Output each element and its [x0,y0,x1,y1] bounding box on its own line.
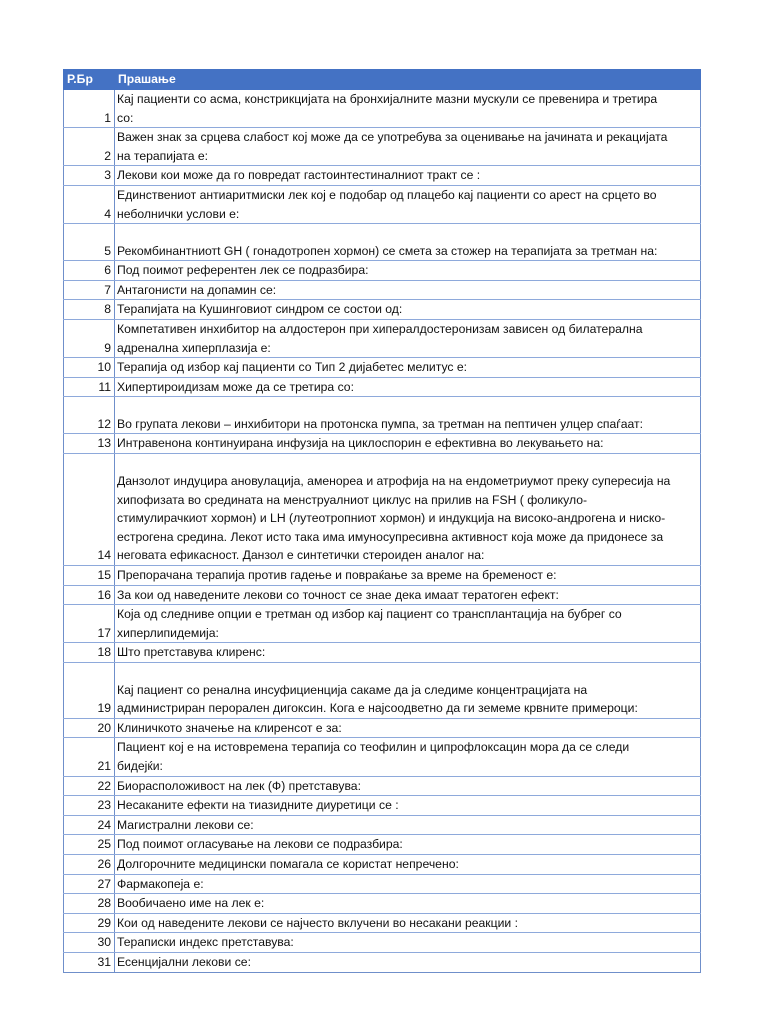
table-row [64,358,701,378]
row-number-cell[interactable]: 11 [64,377,115,397]
row-number-cell[interactable]: 9 [64,319,115,357]
question-cell[interactable] [115,565,701,585]
question-line: Компетативен инхибитор на алдостерон при хипералдостеронизам зависен од билатерална [117,321,643,336]
question-line: адренална хиперплазија е: [117,340,271,355]
table-row [64,397,701,434]
table-row [64,913,701,933]
row-number-cell[interactable]: 10 [64,358,115,378]
question-cell[interactable] [115,300,701,320]
question-cell[interactable] [115,933,701,953]
question-line: Под поимот огласување на лекови се подразбира: [117,837,403,852]
row-number-cell[interactable]: 2 [64,128,115,166]
table-row [64,434,701,454]
question-cell[interactable] [115,643,701,663]
table-row [64,933,701,953]
table-row [64,453,701,565]
row-number-cell[interactable]: 25 [64,835,115,855]
question-cell[interactable] [115,913,701,933]
row-number-cell[interactable]: 1 [64,90,115,128]
row-number-cell[interactable]: 14 [64,453,115,565]
question-line: Важен знак за срцева слабост кој може да се употребува за оценивање на јачината и рекацијата [117,130,668,145]
question-cell[interactable] [115,662,701,718]
question-line: За кои од наведените лекови со точност се знае дека имаат тератоген ефект: [117,587,559,602]
table-row [64,90,701,128]
table-row [64,280,701,300]
question-line: Данзолот индуцира ановулација, аменореа и атрофија на на ендометриумот преку супересија на [117,473,671,488]
question-line: хиперлипидемија: [117,625,219,640]
questions-table [63,69,701,973]
question-cell[interactable] [115,453,701,565]
question-line: Под поимот референтен лек се подразбира: [117,263,369,278]
table-row [64,815,701,835]
row-number-cell[interactable]: 21 [64,738,115,776]
question-line: хипофизата во средината на менструалниот циклус на прилив на FSH ( фоликуло- [117,492,588,507]
question-cell[interactable] [115,261,701,281]
row-number-cell[interactable]: 3 [64,166,115,186]
table-row [64,319,701,357]
question-cell[interactable] [115,835,701,855]
row-number-cell[interactable]: 7 [64,280,115,300]
question-line: Биорасположивост на лек (Ф) претставува: [117,778,361,793]
question-line: бидејќи: [117,759,163,774]
question-cell[interactable] [115,319,701,357]
table-row [64,855,701,875]
question-line: Интравенона континуирана инфузија на циклоспорин е ефективна во лекувањето на: [117,436,604,451]
question-cell[interactable] [115,397,701,434]
question-line: Терапијата на Кушинговиот синдром се состои од: [117,302,403,317]
question-cell[interactable] [115,894,701,914]
column-header-number[interactable]: Р.Бр [64,70,115,90]
question-line: Фармакопеја е: [117,876,204,891]
table-row [64,894,701,914]
row-number-cell[interactable]: 13 [64,434,115,454]
table-row [64,835,701,855]
question-line: стимулирачкиот хормон) и LH (лутеотропниот хормон) и индукција на високо-андрогена и ниско- [117,511,666,526]
question-cell[interactable] [115,953,701,973]
question-cell[interactable] [115,90,701,128]
question-line: на терапијата е: [117,148,209,163]
row-number-cell[interactable]: 18 [64,643,115,663]
question-cell[interactable] [115,358,701,378]
question-cell[interactable] [115,377,701,397]
table-row [64,128,701,166]
row-number-cell[interactable]: 29 [64,913,115,933]
question-cell[interactable] [115,434,701,454]
question-line: Која од следниве опции е третман од избор кај пациент со трансплантација на бубрег со [117,607,622,622]
question-line: администриран перорален дигоксин. Кога е најсоодветно да ги земеме крвните примероци: [117,701,638,716]
question-cell[interactable] [115,585,701,605]
question-line: Кај пациенти со асма, констрикцијата на бронхијалните мазни мускули се превенира и третира [117,92,658,106]
question-cell[interactable] [115,224,701,261]
table-row [64,662,701,718]
question-cell[interactable] [115,605,701,643]
table-row [64,953,701,973]
question-cell[interactable] [115,166,701,186]
table-row [64,565,701,585]
question-line: Терапија од избор кај пациенти со Тип 2 дијабетес мелитус е: [117,360,468,375]
question-line: Несаканите ефекти на тиазидните диуретици се : [117,798,399,813]
table-row [64,605,701,643]
question-cell[interactable] [115,738,701,776]
question-line: неговата ефикасност. Данзол е синтетички стероиден аналог на: [117,548,485,563]
question-line: Вообичаено име на лек е: [117,896,265,911]
row-number-cell[interactable]: 31 [64,953,115,973]
question-line: Пациент кој е на истовремена терапија со теофилин и ципрофлоксацин мора да се следи [117,740,630,755]
question-line: Кај пациент со ренална инсуфициенција сакаме да ја следиме концентрацијата на [117,682,588,697]
question-line: со: [117,110,134,125]
row-number-cell[interactable]: 19 [64,662,115,718]
question-line: неболнички услови е: [117,206,240,221]
table-body [64,90,701,973]
row-number-cell[interactable]: 27 [64,874,115,894]
question-line: Клиничкото значење на клиренсот е за: [117,720,342,735]
row-number-cell[interactable]: 5 [64,224,115,261]
table-row [64,796,701,816]
question-cell[interactable] [115,796,701,816]
column-header-question[interactable]: Прашање [115,70,701,90]
row-number-cell[interactable]: 8 [64,300,115,320]
row-number-cell[interactable]: 24 [64,815,115,835]
table-row [64,185,701,223]
question-line: естрогена средина. Лекот исто така има имуносупресивна активност која може да придонесе за [117,529,664,544]
question-cell[interactable] [115,855,701,875]
question-line: Антагонисти на допамин се: [117,282,277,297]
header-row [64,70,701,90]
question-cell[interactable] [115,185,701,223]
table-row [64,377,701,397]
question-cell[interactable] [115,815,701,835]
row-number-cell[interactable]: 15 [64,565,115,585]
table-row [64,224,701,261]
table-row [64,585,701,605]
table-row [64,776,701,796]
question-cell[interactable] [115,718,701,738]
question-line: Хипертироидизам може да се третира со: [117,379,354,394]
question-line: Тераписки индекс претставува: [117,935,294,950]
question-line: Магистрални лекови се: [117,817,254,832]
question-cell[interactable] [115,874,701,894]
question-cell[interactable] [115,776,701,796]
table-row [64,166,701,186]
row-number-cell[interactable]: 4 [64,185,115,223]
question-cell[interactable] [115,128,701,166]
row-number-cell[interactable]: 17 [64,605,115,643]
question-line: Во групата лекови – инхибитори на протонска пумпа, за третман на пептичен улцер спаѓаат: [117,416,644,431]
row-number-cell[interactable]: 22 [64,776,115,796]
table-row [64,300,701,320]
question-line: Рекомбинантниотt GH ( гонадотропен хормон) се смета за стожер на терапијата за третман на: [117,243,658,258]
row-number-cell[interactable]: 26 [64,855,115,875]
table-row [64,874,701,894]
question-line: Единствениот антиаритмиски лек кој е подобар од плацебо кај пациенти со арест на срцето во [117,187,657,202]
question-cell[interactable] [115,280,701,300]
row-number-cell[interactable]: 23 [64,796,115,816]
row-number-cell[interactable]: 28 [64,894,115,914]
question-line: Што претставува клиренс: [117,645,266,660]
question-line: Долгорочните медицински помагала се користат непречено: [117,857,459,872]
question-line: Лекови кои може да го повредат гастоинтестиналниот тракт се : [117,168,481,183]
table-row [64,643,701,663]
table-row [64,738,701,776]
row-number-cell[interactable]: 16 [64,585,115,605]
row-number-cell[interactable]: 30 [64,933,115,953]
row-number-cell[interactable]: 6 [64,261,115,281]
question-line: Есенцијални лекови се: [117,955,251,969]
question-line: Препорачана терапија против гадење и повраќање за време на бременост е: [117,567,557,582]
row-number-cell[interactable]: 12 [64,397,115,434]
table-row [64,718,701,738]
question-line: Кои од наведените лекови се најчесто вклучени во несакани реакции : [117,915,519,930]
row-number-cell[interactable]: 20 [64,718,115,738]
table-row [64,261,701,281]
